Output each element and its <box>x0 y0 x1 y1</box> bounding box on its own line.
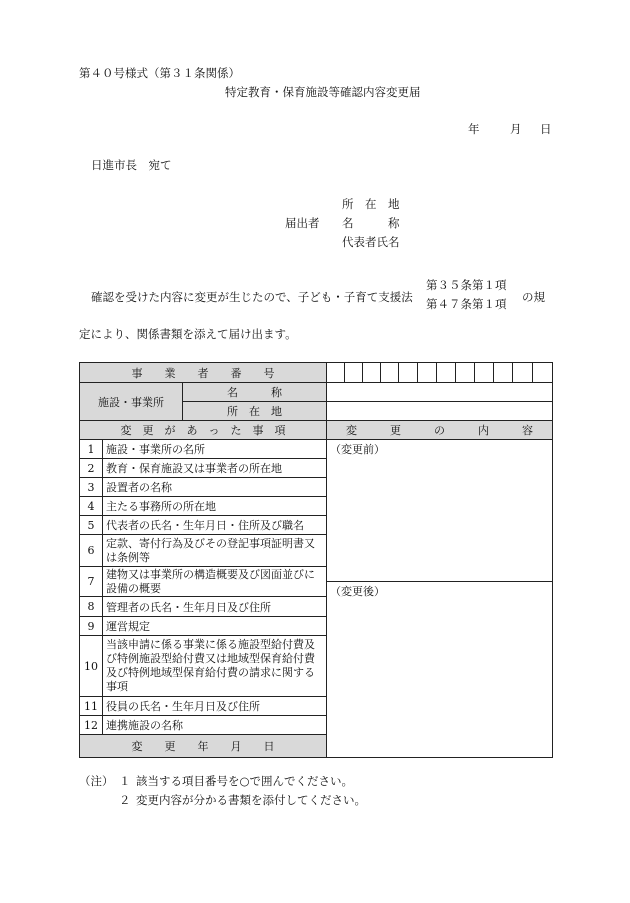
facility-name-label: 名 称 <box>183 383 327 402</box>
business-number-cell[interactable] <box>437 363 456 383</box>
business-number-cell[interactable] <box>533 363 553 383</box>
applicant-name-label: 名 称 <box>342 216 400 230</box>
note-number: ２ <box>119 793 131 807</box>
note-text: 該当する項目番号を○で囲んでください。 <box>136 774 354 788</box>
item-number[interactable]: 9 <box>80 617 103 636</box>
facility-name-field[interactable] <box>327 383 553 402</box>
page-title: 特定教育・保育施設等確認内容変更届 <box>225 85 421 99</box>
date-month-label: 月 <box>510 122 522 136</box>
after-change-field[interactable] <box>327 582 553 758</box>
item-text: 当該申請に係る事業に係る施設型給付費及び特例施設型給付費又は地域型保育給付費及び特例地域型保育給付費の請求に関する事項 <box>103 636 327 697</box>
item-number[interactable]: 2 <box>80 459 103 478</box>
item-text: 教育・保育施設又は事業者の所在地 <box>103 459 327 478</box>
notes-label: （注） <box>79 774 114 788</box>
business-number-cell[interactable] <box>327 363 345 383</box>
date-year-label: 年 <box>468 122 480 136</box>
facility-address-label: 所 在 地 <box>183 402 327 421</box>
item-text: 設置者の名称 <box>103 478 327 497</box>
item-text: 代表者の氏名・生年月日・住所及び職名 <box>103 516 327 535</box>
body-line2: 定により、関係書類を添えて届け出ます。 <box>79 327 297 341</box>
business-number-cell[interactable] <box>399 363 418 383</box>
item-number[interactable]: 10 <box>80 636 103 697</box>
item-number[interactable]: 6 <box>80 535 103 567</box>
applicant-label: 届出者 <box>285 216 320 230</box>
item-number[interactable]: 11 <box>80 697 103 716</box>
date-day-label: 日 <box>540 122 552 136</box>
item-text: 定款、寄付行為及びその登記事項証明書又は条例等 <box>103 535 327 567</box>
item-number[interactable]: 3 <box>80 478 103 497</box>
item-text: 主たる事務所の所在地 <box>103 497 327 516</box>
addressee: 日進市長 宛て <box>91 158 172 172</box>
item-text: 施設・事業所の名所 <box>103 440 327 459</box>
body-article1: 第３５条第１項 <box>426 278 507 292</box>
applicant-representative-label: 代表者氏名 <box>342 235 400 249</box>
item-number[interactable]: 7 <box>80 567 103 597</box>
change-form-table <box>79 362 553 758</box>
business-number-label: 事 業 者 番 号 <box>80 363 327 383</box>
item-number[interactable]: 5 <box>80 516 103 535</box>
applicant-address-label: 所 在 地 <box>342 197 400 211</box>
body-suffix: の規 <box>522 290 545 304</box>
content-header: 変 更 の 内 容 <box>327 421 553 440</box>
item-number[interactable]: 8 <box>80 597 103 617</box>
item-number[interactable]: 4 <box>80 497 103 516</box>
note-number: １ <box>119 774 131 788</box>
item-text: 連携施設の名称 <box>103 716 327 735</box>
items-header: 変 更 が あ っ た 事 項 <box>80 421 327 440</box>
facility-address-field[interactable] <box>327 402 553 421</box>
item-text: 建物又は事業所の構造概要及び図面並びに設備の概要 <box>103 567 327 597</box>
business-number-cell[interactable] <box>381 363 399 383</box>
business-number-cell[interactable] <box>475 363 494 383</box>
item-number[interactable]: 1 <box>80 440 103 459</box>
form-number: 第４０号様式（第３１条関係） <box>79 66 240 80</box>
change-date-label: 変 更 年 月 日 <box>80 735 327 758</box>
body-line1: 確認を受けた内容に変更が生じたので、子ども・子育て支援法 <box>91 290 413 304</box>
item-text: 運営規定 <box>103 617 327 636</box>
business-number-cell[interactable] <box>513 363 533 383</box>
before-change-label: （変更前） <box>330 443 385 456</box>
facility-label: 施設・事業所 <box>80 383 183 421</box>
item-text: 管理者の氏名・生年月日及び住所 <box>103 597 327 617</box>
business-number-cell[interactable] <box>418 363 437 383</box>
note-text: 変更内容が分かる書類を添付してください。 <box>136 793 366 807</box>
business-number-cell[interactable] <box>363 363 381 383</box>
body-article2: 第４７条第１項 <box>426 297 507 311</box>
item-number[interactable]: 12 <box>80 716 103 735</box>
after-change-label: （変更後） <box>330 585 385 598</box>
business-number-cell[interactable] <box>345 363 363 383</box>
business-number-cell[interactable] <box>456 363 475 383</box>
business-number-cell[interactable] <box>494 363 513 383</box>
before-change-field[interactable] <box>327 440 553 582</box>
item-text: 役員の氏名・生年月日及び住所 <box>103 697 327 716</box>
